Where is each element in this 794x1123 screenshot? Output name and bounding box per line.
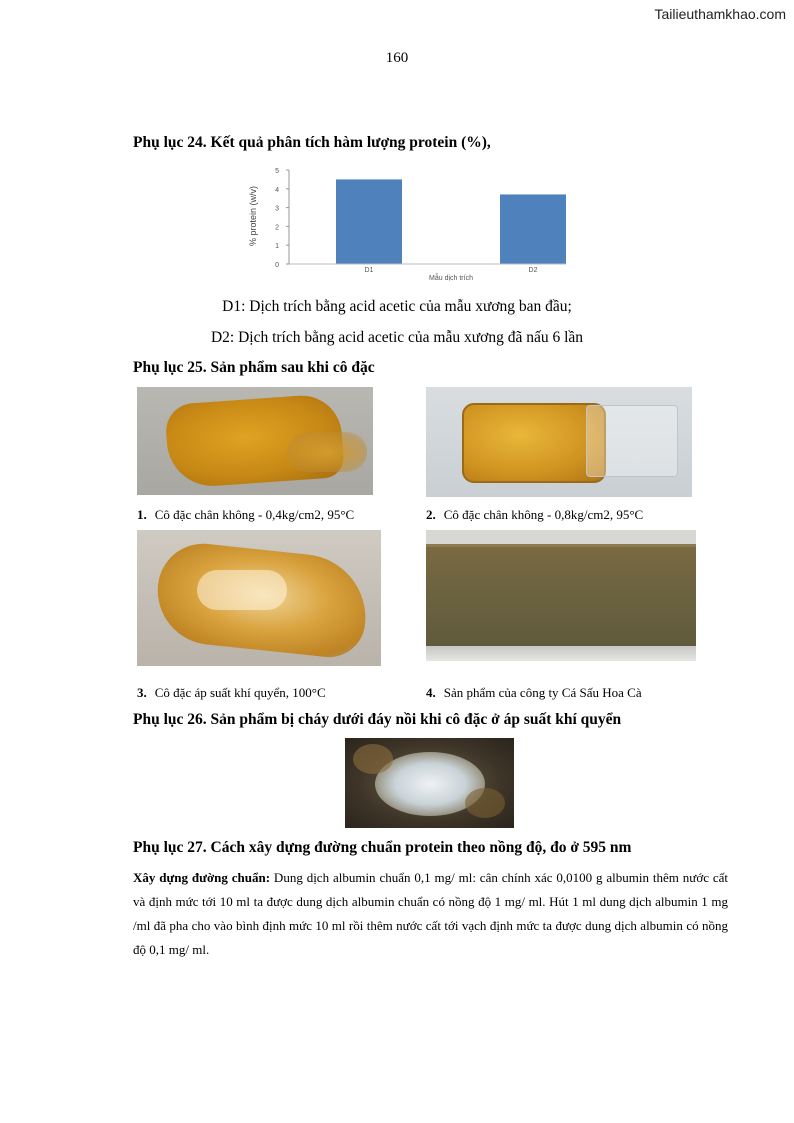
figure-caption-3-number: 3. (137, 685, 147, 700)
appendix-27-paragraph (133, 866, 728, 962)
x-axis-label: Mẫu dịch trích (429, 275, 473, 282)
figure-caption-1 (137, 507, 354, 523)
appendix-26-title: Phụ lục 26. Sản phẩm bị cháy dưới đáy nồi khi cô đặc ở áp suất khí quyển (133, 711, 622, 728)
figure-caption-4-label: Sản phẩm của công ty Cá Sấu Hoa Cà (443, 685, 642, 700)
y-tick-label-5: 5 (275, 168, 279, 175)
photo-hoa-ca-product (426, 530, 696, 661)
figure-caption-3 (137, 685, 326, 701)
figure-caption-2-number: 2. (426, 507, 436, 522)
appendix-25-title: Phụ lục 25. Sản phẩm sau khi cô đặc (133, 359, 375, 376)
photo-vacuum-0-4 (137, 387, 373, 495)
page-number: 160 (385, 50, 409, 66)
y-tick-label-3: 3 (275, 205, 279, 213)
y-tick-label-2: 2 (275, 224, 279, 232)
caption-d1: D1: Dịch trích bằng acid acetic của mẫu xương ban đầu; (222, 298, 572, 315)
figure-caption-4 (426, 685, 642, 701)
figure-caption-4-number: 4. (426, 685, 436, 700)
protein-bar-chart (236, 164, 566, 284)
appendix-27-body: Dung dịch albumin chuẩn 0,1 mg/ ml: cân chính xác 0,0100 g albumin thêm nước cất và định mức tới 10 ml ta được dung dịch albumin chuẩn có nồng độ 1 mg/ ml. Hút 1 ml dung dịch albumin 1 mg /ml đã pha cho vào bình định mức 10 ml rồi thêm nước cất tới vạch định mức ta được dung dịch albumin có nồng độ 0,1 mg/ ml. (133, 870, 728, 957)
photo-atmospheric-100c (137, 530, 381, 666)
watermark-text: Tailieuthamkhao.com (654, 6, 786, 22)
y-axis-label: % protein (w/v) (248, 185, 258, 247)
photo-burnt-pot-bottom (345, 738, 514, 828)
figure-caption-1-label: Cô đặc chân không - 0,4kg/cm2, 95°C (154, 507, 355, 522)
appendix-27-lead: Xây dựng đường chuẩn: (133, 870, 271, 885)
figure-caption-3-label: Cô đặc áp suất khí quyển, 100°C (154, 685, 326, 700)
appendix-24-title: Phụ lục 24. Kết quả phân tích hàm lượng protein (%), (133, 134, 491, 151)
figure-caption-2 (426, 507, 643, 523)
y-tick-label-0: 0 (275, 262, 279, 269)
figure-caption-1-number: 1. (137, 507, 147, 522)
x-tick-label-d2: D2 (528, 267, 538, 274)
appendix-27-title: Phụ lục 27. Cách xây dựng đường chuẩn protein theo nồng độ, đo ở 595 nm (133, 839, 632, 856)
bar-d1 (336, 179, 402, 264)
caption-d2: D2: Dịch trích bằng acid acetic của mẫu xương đã nấu 6 lần (210, 329, 584, 346)
bar-d2 (500, 194, 566, 264)
y-tick-label-1: 1 (275, 243, 279, 251)
x-tick-label-d1: D1 (364, 267, 374, 274)
photo-vacuum-0-8 (426, 387, 692, 497)
y-tick-label-4: 4 (275, 186, 279, 194)
figure-caption-2-label: Cô đặc chân không - 0,8kg/cm2, 95°C (443, 507, 644, 522)
